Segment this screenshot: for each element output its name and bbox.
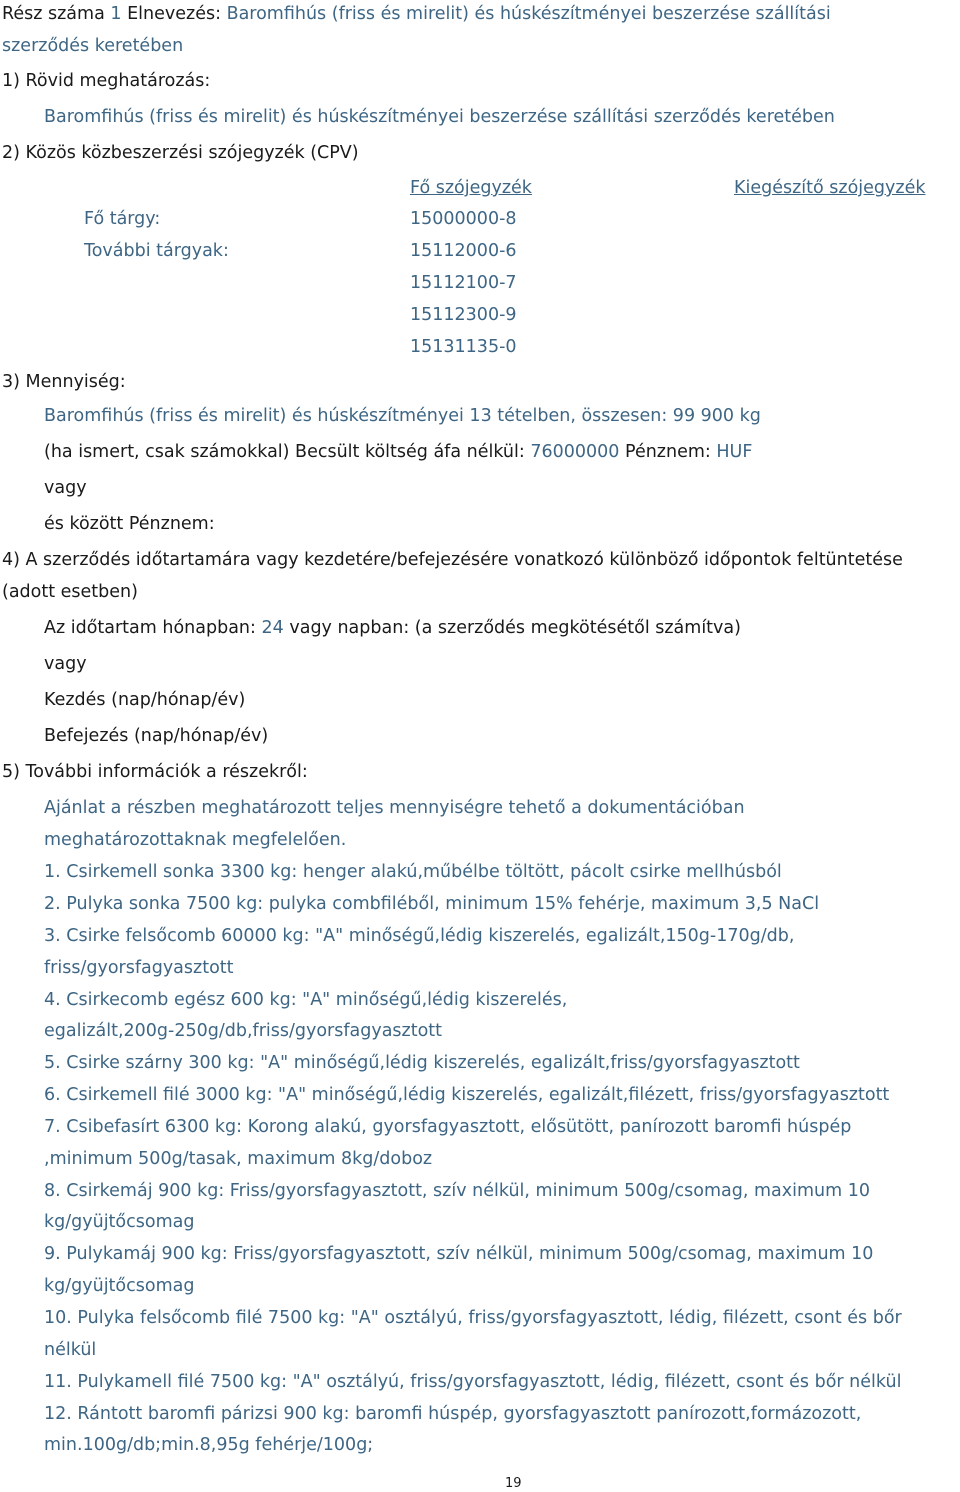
section5-title: 5) További információk a részekről: xyxy=(2,762,308,782)
cpv-code: 15112100-7 xyxy=(410,273,517,293)
info-line: 4. Csirkecomb egész 600 kg: "A" minőségű,lédig kiszerelés, xyxy=(44,990,568,1010)
range-text: és között Pénznem: xyxy=(44,514,215,534)
info-line: 6. Csirkemell filé 3000 kg: "A" minőségű,lédig kiszerelés, egalizált,filézett, friss/gyorsfagyasztott xyxy=(44,1085,890,1105)
cpv-main-label: Fő tárgy: xyxy=(84,209,161,229)
part-number: 1 xyxy=(110,4,122,24)
estimated-cost-value: 76000000 xyxy=(530,442,620,462)
info-line: kg/gyüjtőcsomag xyxy=(44,1276,195,1296)
cpv-code: 15131135-0 xyxy=(410,337,517,357)
duration-value: 24 xyxy=(261,618,284,638)
info-line: Ajánlat a részben meghatározott teljes mennyiségre tehető a dokumentációban xyxy=(44,798,745,818)
duration-line xyxy=(44,617,741,639)
cpv-code: 15112300-9 xyxy=(410,305,517,325)
name-value-cont: szerződés keretében xyxy=(2,36,184,56)
part-label: Rész száma xyxy=(2,4,105,24)
section1-title: 1) Rövid meghatározás: xyxy=(2,71,211,91)
start-date-label: Kezdés (nap/hónap/év) xyxy=(44,690,246,710)
name-label: Elnevezés: xyxy=(127,4,221,24)
info-line: min.100g/db;min.8,95g fehérje/100g; xyxy=(44,1435,374,1455)
page-number: 19 xyxy=(505,1476,522,1491)
info-line: 5. Csirke szárny 300 kg: "A" minőségű,lédig kiszerelés, egalizált,friss/gyorsfagyasztott xyxy=(44,1053,800,1073)
info-line: 8. Csirkemáj 900 kg: Friss/gyorsfagyasztott, szív nélkül, minimum 500g/csomag, maximum 10 xyxy=(44,1181,871,1201)
section3-title: 3) Mennyiség: xyxy=(2,372,126,392)
section4-title-cont: (adott esetben) xyxy=(2,582,138,602)
info-line: 1. Csirkemell sonka 3300 kg: henger alakú,műbélbe töltött, pácolt csirke mellhúsból xyxy=(44,862,782,882)
section2-title: 2) Közös közbeszerzési szójegyzék (CPV) xyxy=(2,143,359,163)
info-line: friss/gyorsfagyasztott xyxy=(44,958,234,978)
cpv-more-label: További tárgyak: xyxy=(84,241,229,261)
duration-label: Az időtartam hónapban: xyxy=(44,618,256,638)
quantity-text: Baromfihús (friss és mirelit) és húskészítményei 13 tételben, összesen: 99 900 kg xyxy=(44,406,761,426)
section1-text: Baromfihús (friss és mirelit) és húskészítményei beszerzése szállítási szerződés keretében xyxy=(44,107,835,127)
info-line: meghatározottaknak megfelelően. xyxy=(44,830,347,850)
info-line: 9. Pulykamáj 900 kg: Friss/gyorsfagyasztott, szív nélkül, minimum 500g/csomag, maximum 10 xyxy=(44,1244,874,1264)
info-line: 2. Pulyka sonka 7500 kg: pulyka combfiléből, minimum 15% fehérje, maximum 3,5 NaCl xyxy=(44,894,820,914)
currency-label: Pénznem: xyxy=(625,442,711,462)
info-line: nélkül xyxy=(44,1340,97,1360)
cpv-extra-header: Kiegészítő szójegyzék xyxy=(734,178,926,198)
info-line: 7. Csibefasírt 6300 kg: Korong alakú, gyorsfagyasztott, elősütött, panírozott baromfi húspép xyxy=(44,1117,852,1137)
cpv-main-header: Fő szójegyzék xyxy=(410,178,532,198)
cpv-code: 15112000-6 xyxy=(410,241,517,261)
or-text: vagy xyxy=(44,478,87,498)
name-value: Baromfihús (friss és mirelit) és húskészítményei beszerzése szállítási xyxy=(226,4,831,24)
cpv-main-code: 15000000-8 xyxy=(410,209,517,229)
info-line: kg/gyüjtőcsomag xyxy=(44,1212,195,1232)
info-line: 11. Pulykamell filé 7500 kg: "A" osztályú, friss/gyorsfagyasztott, lédig, filézett, csont és bőr nélkül xyxy=(44,1372,902,1392)
info-line: egalizált,200g-250g/db,friss/gyorsfagyasztott xyxy=(44,1021,443,1041)
or-text: vagy xyxy=(44,654,87,674)
info-line: 3. Csirke felsőcomb 60000 kg: "A" minőségű,lédig kiszerelés, egalizált,150g-170g/db, xyxy=(44,926,795,946)
currency-value: HUF xyxy=(716,442,753,462)
duration-rest: vagy napban: (a szerződés megkötésétől számítva) xyxy=(289,618,741,638)
info-line: 12. Rántott baromfi párizsi 900 kg: baromfi húspép, gyorsfagyasztott panírozott,formázozott, xyxy=(44,1404,862,1424)
section4-title: 4) A szerződés időtartamára vagy kezdetére/befejezésére vonatkozó különböző időpontok feltüntetése xyxy=(2,550,903,570)
estimated-cost-label: (ha ismert, csak számokkal) Becsült költség áfa nélkül: xyxy=(44,442,525,462)
estimated-cost xyxy=(44,441,752,463)
end-date-label: Befejezés (nap/hónap/év) xyxy=(44,726,269,746)
info-line: ,minimum 500g/tasak, maximum 8kg/doboz xyxy=(44,1149,433,1169)
part-header xyxy=(2,3,831,25)
info-line: 10. Pulyka felsőcomb filé 7500 kg: "A" osztályú, friss/gyorsfagyasztott, lédig, filézett, csont és bőr xyxy=(44,1308,902,1328)
